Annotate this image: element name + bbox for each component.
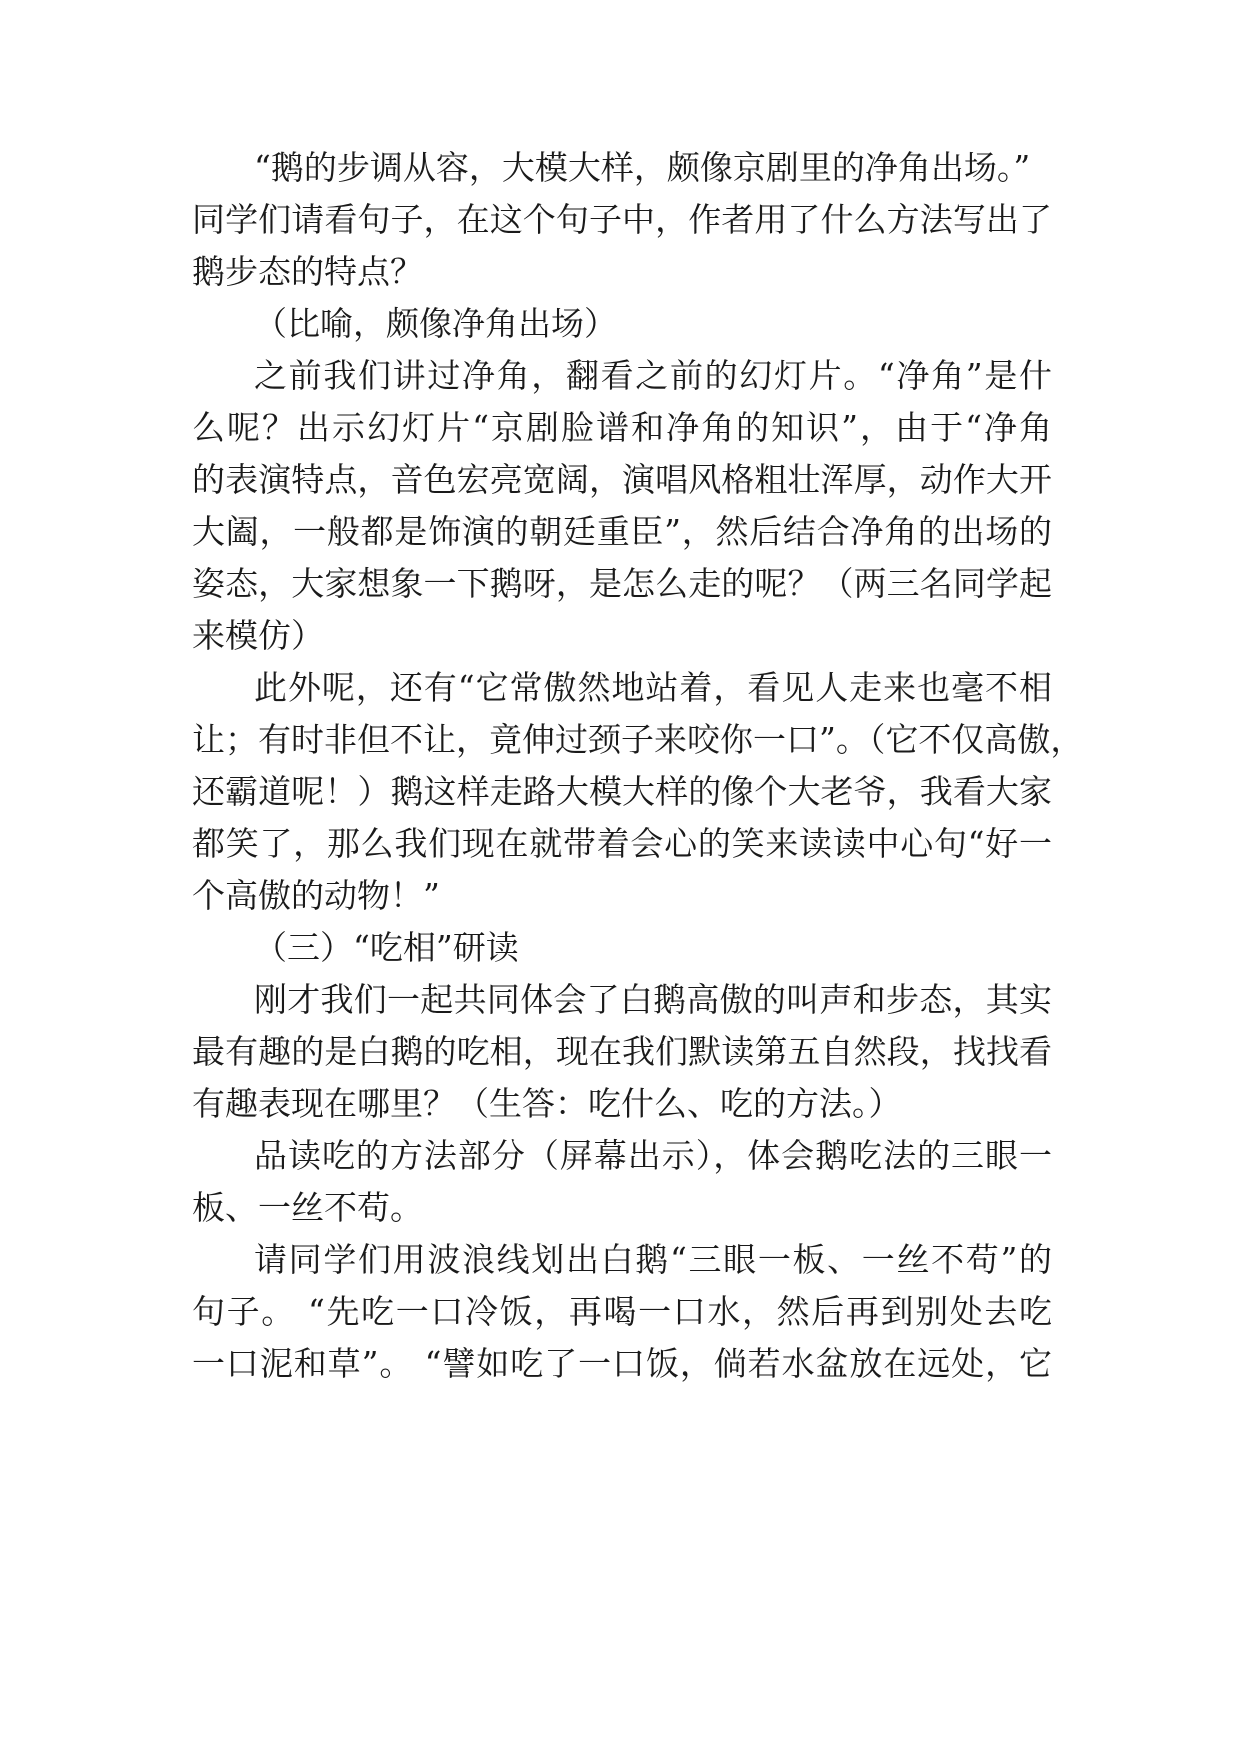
text-line-18: 最有趣的是白鹅的吃相，现在我们默读第五自然段，找找看 — [192, 1032, 1052, 1071]
text-line-17: 刚才我们一起共同体会了白鹅高傲的叫声和步态，其实 — [254, 980, 1052, 1019]
text-line-21: 板、一丝不苟。 — [192, 1188, 423, 1227]
text-line-10: 来模仿） — [192, 616, 324, 655]
text-line-9: 姿态，大家想象一下鹅呀，是怎么走的呢？（两三名同学起 — [192, 564, 1052, 603]
text-line-22: 请同学们用波浪线划出白鹅“三眼一板、一丝不苟”的 — [254, 1240, 1052, 1279]
text-line-6: 么呢？出示幻灯片“京剧脸谱和净角的知识”，由于“净角 — [192, 408, 1052, 447]
text-line-19: 有趣表现在哪里？（生答：吃什么、吃的方法。） — [192, 1084, 902, 1123]
text-line-8: 大阖，一般都是饰演的朝廷重臣”，然后结合净角的出场的 — [192, 512, 1052, 551]
text-line-4: （比喻，颇像净角出场） — [254, 304, 617, 343]
section-heading: （三）“吃相”研读 — [254, 928, 519, 967]
text-line-1: “鹅的步调从容，大模大样，颇像京剧里的净角出场。” — [254, 148, 1031, 187]
text-line-24: 一口泥和草”。 “譬如吃了一口饭，倘若水盆放在远处，它 — [192, 1344, 1052, 1383]
text-line-7: 的表演特点，音色宏亮宽阔，演唱风格粗壮浑厚，动作大开 — [192, 460, 1052, 499]
text-line-11: 此外呢，还有“它常傲然地站着，看见人走来也毫不相 — [254, 668, 1052, 707]
text-line-3: 鹅步态的特点？ — [192, 252, 423, 291]
text-line-5: 之前我们讲过净角，翻看之前的幻灯片。“净角”是什 — [254, 356, 1052, 395]
text-line-20: 品读吃的方法部分（屏幕出示），体会鹅吃法的三眼一 — [254, 1136, 1052, 1175]
text-line-12: 让；有时非但不让，竟伸过颈子来咬你一口”。（它不仅高傲， — [192, 720, 1084, 759]
text-line-15: 个高傲的动物！” — [192, 876, 440, 915]
text-line-23: 句子。 “先吃一口冷饭，再喝一口水，然后再到别处去吃 — [192, 1292, 1052, 1331]
text-line-2: 同学们请看句子，在这个句子中，作者用了什么方法写出了 — [192, 200, 1052, 239]
text-line-14: 都笑了，那么我们现在就带着会心的笑来读读中心句“好一 — [192, 824, 1052, 863]
text-line-13: 还霸道呢！）鹅这样走路大模大样的像个大老爷，我看大家 — [192, 772, 1052, 811]
